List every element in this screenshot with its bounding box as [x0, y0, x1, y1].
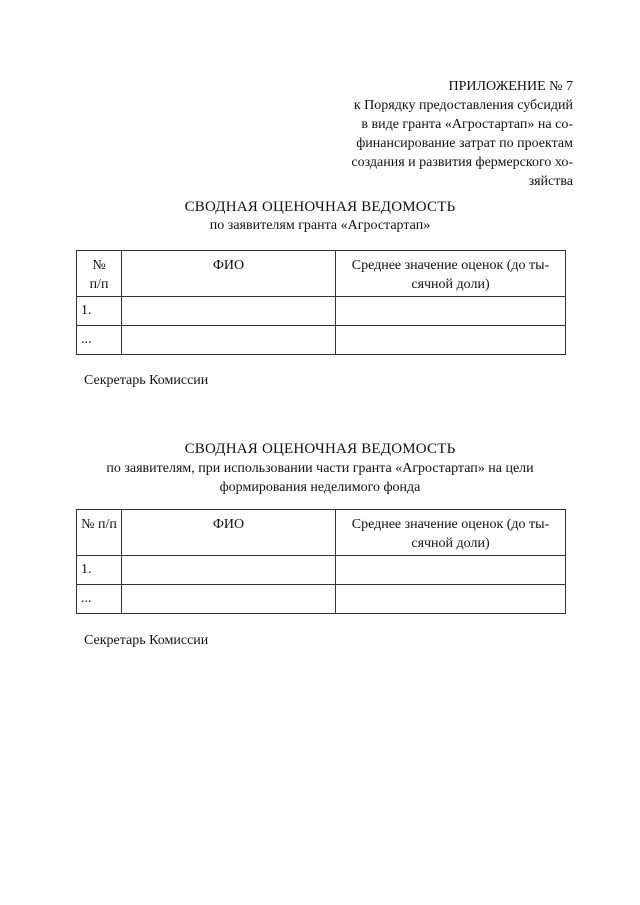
row-avg-cell	[336, 297, 566, 326]
table-header-row	[77, 251, 566, 297]
appendix-line: создания и развития фермерского хо-	[351, 155, 573, 170]
appendix-line: ПРИЛОЖЕНИЕ № 7	[448, 79, 573, 94]
section2-title: СВОДНАЯ ОЦЕНОЧНАЯ ВЕДОМОСТЬ	[184, 441, 456, 457]
section2-subtitle-line: по заявителям, при использовании части гранта «Агростартап» на цели	[106, 461, 534, 476]
section1-subtitle	[0, 216, 640, 235]
header-avg-line2: сячной доли)	[411, 277, 490, 292]
section2-subtitle-line: формирования неделимого фонда	[219, 480, 421, 495]
appendix-header	[283, 77, 573, 191]
section1-table	[76, 250, 566, 355]
row-fio-cell	[122, 556, 336, 585]
header-fio: ФИО	[122, 251, 336, 297]
row-avg-cell	[336, 556, 566, 585]
header-avg-line1: Среднее значение оценок (до ты-	[351, 258, 550, 273]
row-fio-cell	[122, 297, 336, 326]
section2-table	[76, 509, 566, 614]
section2-subtitle	[0, 459, 640, 497]
section1-subtitle-line: по заявителям гранта «Агростартап»	[209, 218, 431, 233]
header-avg	[336, 510, 566, 556]
section2-secretary: Секретарь Комиссии	[84, 633, 209, 648]
section1-secretary: Секретарь Комиссии	[84, 373, 209, 388]
table-row	[77, 297, 566, 326]
header-avg-line1: Среднее значение оценок (до ты-	[351, 517, 550, 532]
appendix-line: финансирование затрат по проектам	[356, 136, 573, 151]
header-num-line1: №	[92, 258, 106, 273]
header-avg-line2: сячной доли)	[411, 536, 490, 551]
row-num-cell: ...	[77, 585, 122, 614]
row-avg-cell	[336, 585, 566, 614]
row-num-cell: ...	[77, 326, 122, 355]
appendix-line: к Порядку предоставления субсидий	[353, 98, 573, 113]
row-num-cell: 1.	[77, 556, 122, 585]
section1-title: СВОДНАЯ ОЦЕНОЧНАЯ ВЕДОМОСТЬ	[184, 199, 456, 215]
table-header-row	[77, 510, 566, 556]
appendix-line: в виде гранта «Агростартап» на со-	[361, 117, 573, 132]
table-row	[77, 585, 566, 614]
row-num-cell: 1.	[77, 297, 122, 326]
header-avg	[336, 251, 566, 297]
header-fio: ФИО	[122, 510, 336, 556]
row-fio-cell	[122, 585, 336, 614]
header-num: № п/п	[77, 510, 122, 556]
table-row	[77, 556, 566, 585]
header-num-line2: п/п	[89, 277, 109, 292]
row-avg-cell	[336, 326, 566, 355]
appendix-line: зяйства	[528, 174, 573, 189]
header-num	[77, 251, 122, 297]
row-fio-cell	[122, 326, 336, 355]
table-row	[77, 326, 566, 355]
